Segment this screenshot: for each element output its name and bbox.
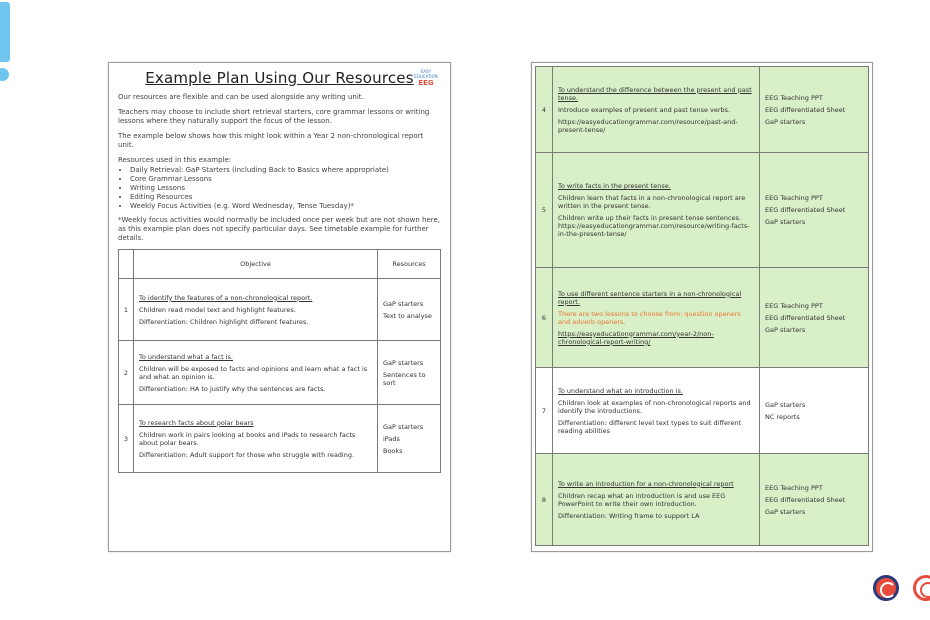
swirl-mark	[920, 582, 930, 598]
objective-title: To understand what an introduction is.	[558, 386, 683, 395]
resource-item: GaP starters	[765, 117, 806, 126]
list-item: • Core Grammar Lessons	[130, 175, 441, 184]
table-row	[119, 279, 441, 341]
row-resources	[378, 405, 441, 473]
header-resources: Resources	[378, 250, 441, 279]
objective-title: To write facts in the present tense.	[558, 182, 671, 190]
row-objective	[553, 67, 760, 153]
row-resources	[760, 67, 869, 153]
objective-title: To research facts about polar bears	[139, 418, 254, 427]
example-paragraph: The example below shows how this might look within a Year 2 non-chronological report unit.	[118, 132, 424, 149]
resource-item: EEG Teaching PPT	[765, 93, 823, 102]
resource-item: EEG differentiated Sheet	[765, 206, 846, 214]
intro-paragraph: Our resources are flexible and can be used alongside any writing unit.	[118, 93, 364, 101]
objective-detail: Children will be exposed to facts and opinions and learn what a fact is and what an opinion is.	[139, 364, 368, 381]
row-number: 1	[119, 279, 134, 341]
list-item: • Editing Resources	[130, 193, 441, 202]
table-row	[536, 67, 869, 153]
resource-item: iPads	[383, 434, 400, 443]
resource-item: EEG differentiated Sheet	[765, 495, 846, 504]
lesson-plan-table	[118, 249, 441, 473]
resource-item: Sentences to sort	[383, 370, 426, 387]
brand-swirl-icon[interactable]	[873, 575, 899, 601]
resource-item: GaP starters	[765, 218, 806, 226]
row-number: 4	[536, 67, 553, 153]
resource-item: GaP starters	[765, 400, 806, 409]
lesson-plan-table-continued	[535, 66, 869, 546]
row-resources	[760, 454, 869, 546]
objective-differentiation: Differentiation: HA to justify why the sentences are facts.	[139, 384, 326, 393]
row-number: 8	[536, 454, 553, 546]
objective-differentiation: Differentiation: Adult support for those who struggle with reading.	[139, 450, 355, 459]
left-document-page	[108, 62, 451, 552]
brand-swirl-icon-secondary[interactable]	[913, 575, 930, 601]
header-num	[119, 250, 134, 279]
row-resources	[378, 279, 441, 341]
swirl-mark	[880, 582, 896, 598]
resource-item: GaP starters	[383, 358, 424, 367]
objective-differentiation: Differentiation: different level text types to suit different reading abilities	[558, 418, 742, 435]
table-row	[536, 268, 869, 368]
resources-list	[118, 166, 441, 211]
resource-item: EEG differentiated Sheet	[765, 105, 846, 114]
table-row	[536, 368, 869, 454]
resource-item: GaP starters	[383, 299, 424, 308]
row-resources	[760, 368, 869, 454]
brand-logo	[414, 69, 438, 87]
row-number: 6	[536, 268, 553, 368]
objective-detail: Children learn that facts in a non-chronological report are written in the present tense.	[558, 194, 746, 210]
resource-item: EEG Teaching PPT	[765, 194, 823, 202]
resource-item: EEG differentiated Sheet	[765, 313, 846, 322]
objective-detail-link[interactable]: Children write up their facts in present tense sentences. https://easyeducationgrammar.com/resource/writing-facts-in-the-present-tense/	[558, 214, 750, 238]
objective-detail: Children recap what an introduction is and use EEG PowerPoint to write their own introduction.	[558, 491, 726, 508]
objective-detail: Children read model text and highlight features.	[139, 305, 296, 314]
row-objective	[553, 454, 760, 546]
list-item: • Daily Retrieval: GaP Starters (including Back to Basics where appropriate)	[130, 166, 441, 175]
row-objective	[553, 368, 760, 454]
row-objective	[134, 279, 378, 341]
objective-detail: Introduce examples of present and past tense verbs.	[558, 105, 731, 114]
resource-link[interactable]: https://easyeducationgrammar.com/resource/past-and-present-tense/	[558, 117, 738, 134]
objective-detail: Children look at examples of non-chronological reports and identify the introductions.	[558, 398, 751, 415]
exclamation-dot	[0, 68, 9, 81]
objective-title: To understand what a fact is.	[139, 352, 233, 361]
row-number: 2	[119, 341, 134, 405]
resource-link[interactable]: https://easyeducationgrammar.com/year-2/non-chronological-report-writing/	[558, 329, 714, 346]
resource-item: Text to analyse	[383, 311, 432, 320]
list-item: • Writing Lessons	[130, 184, 441, 193]
footnote-paragraph: *Weekly focus activities would normally be included once per week but are not shown here, as this example plan does not specify particular days. See timetable example for further details.	[118, 216, 440, 242]
teachers-paragraph: Teachers may choose to include short retrieval starters, core grammar lessons or writing lessons where they naturally support the focus of the lesson.	[118, 108, 430, 125]
table-row	[119, 405, 441, 473]
resource-item: NC reports	[765, 412, 800, 421]
header-objective: Objective	[134, 250, 378, 279]
row-resources	[378, 341, 441, 405]
lesson-choice-note: There are two lessons to choose from: question openers and adverb openers.	[558, 309, 741, 326]
exclamation-bar	[0, 2, 10, 62]
objective-title: To write an introduction for a non-chronological report	[558, 479, 734, 488]
objective-title: To use different sentence starters in a non-chronological report.	[558, 289, 742, 306]
row-number: 7	[536, 368, 553, 454]
resource-item: GaP starters	[383, 422, 424, 431]
row-resources	[760, 153, 869, 268]
row-number: 5	[536, 153, 553, 268]
objective-differentiation: Differentiation: Children highlight different features.	[139, 317, 309, 326]
row-objective	[134, 341, 378, 405]
table-header-row	[119, 250, 441, 279]
resources-heading: Resources used in this example:	[118, 156, 232, 164]
logo-text-top: EASY EDUCATION	[414, 69, 438, 79]
resource-item: Books	[383, 446, 403, 455]
objective-title: To identify the features of a non-chronological report.	[139, 293, 313, 302]
row-resources	[760, 268, 869, 368]
resource-item: EEG Teaching PPT	[765, 483, 823, 492]
row-number: 3	[119, 405, 134, 473]
row-objective	[134, 405, 378, 473]
page-title: Example Plan Using Our Resources	[145, 69, 414, 87]
row-objective	[553, 153, 760, 268]
table-row	[119, 341, 441, 405]
objective-detail: Children work in pairs looking at books and iPads to research facts about polar bears.	[139, 430, 356, 447]
resource-item: GaP starters	[765, 507, 806, 516]
objective-differentiation: Differentiation: Writing frame to support LA	[558, 511, 700, 520]
logo-text-main: EEG	[418, 79, 434, 87]
resource-item: GaP starters	[765, 325, 806, 334]
resource-item: EEG Teaching PPT	[765, 301, 823, 310]
table-row	[536, 153, 869, 268]
right-document-page	[531, 62, 873, 552]
table-row	[536, 454, 869, 546]
row-objective	[553, 268, 760, 368]
objective-title: To understand the difference between the present and past tense.	[558, 85, 752, 102]
list-item: • Weekly Focus Activities (e.g. Word Wednesday, Tense Tuesday)*	[130, 202, 441, 211]
